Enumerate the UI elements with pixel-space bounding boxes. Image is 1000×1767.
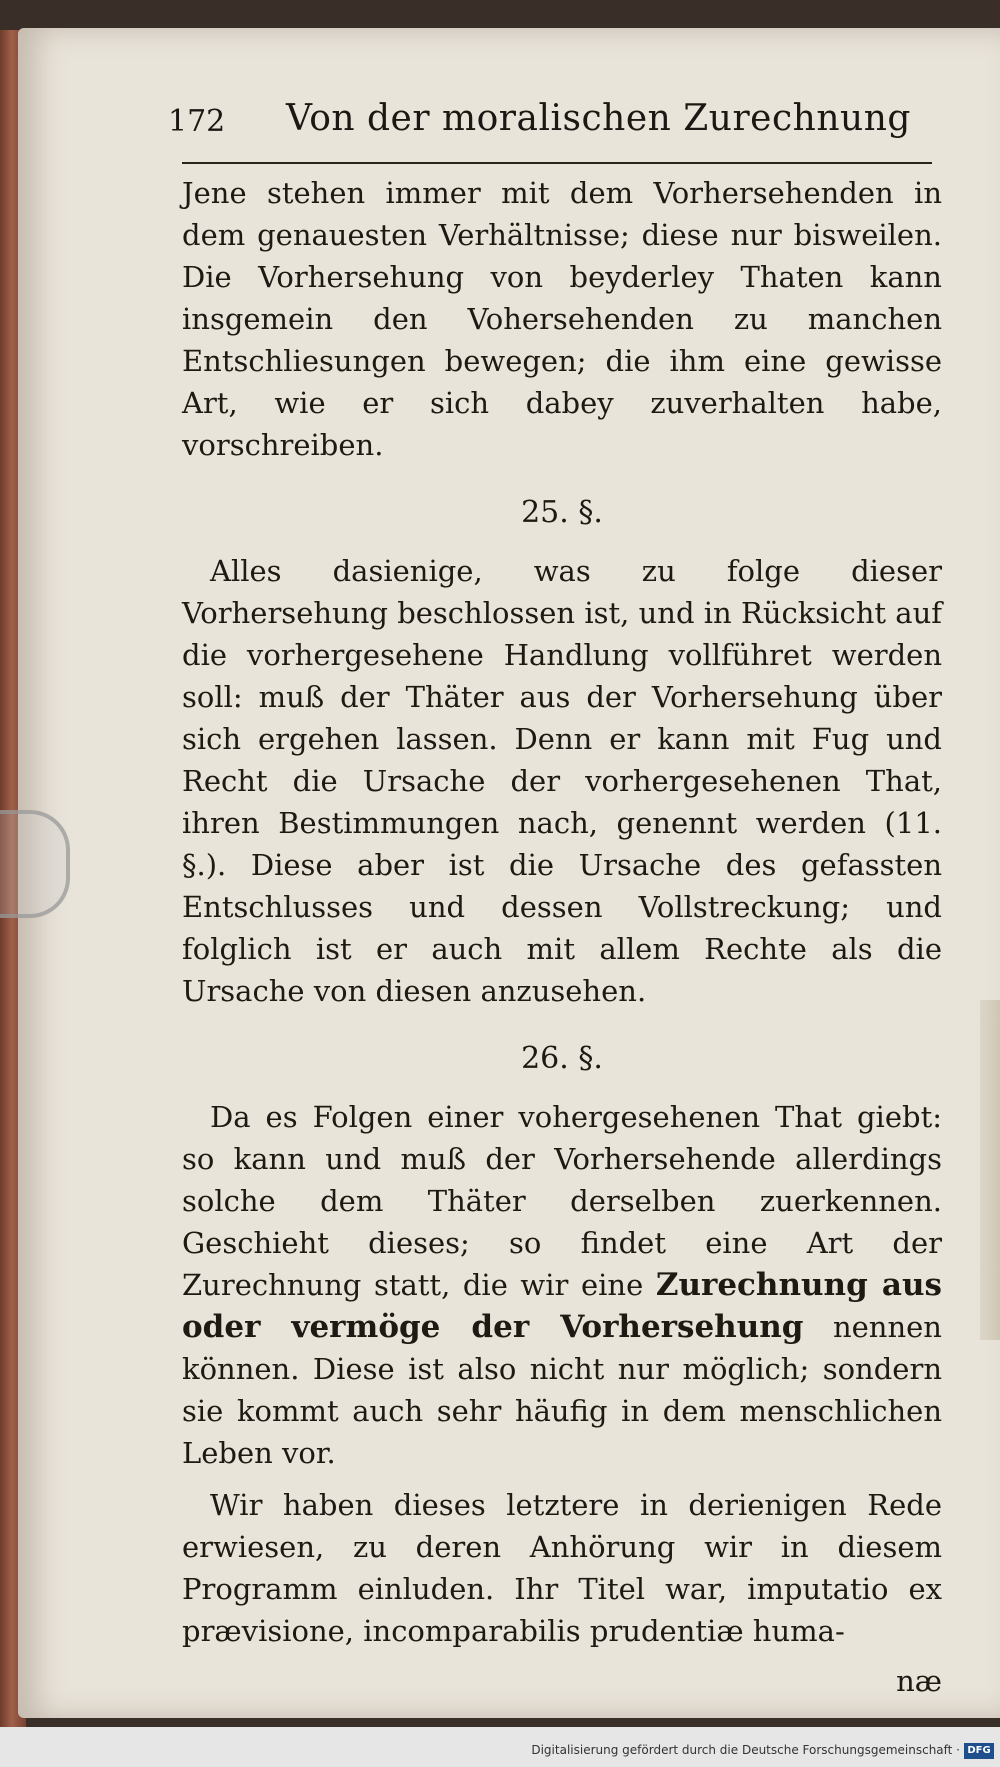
emphasized-term: Zurechnung aus oder vermöge der Vorhersehung — [182, 1267, 942, 1345]
paragraph-3-text-a: Da es Folgen einer vohergesehenen That giebt: so kann und muß der Vorhersehende allerdings solche dem Thäter derselben zuerkennen. Geschieht dieses; so findet eine Art der Zurechnung statt, die wir eine — [182, 1100, 942, 1302]
paragraph-3-text-b: nennen können. Diese ist also nicht nur möglich; sondern sie kommt auch sehr häufig in dem menschlichen Leben vor. — [182, 1310, 942, 1470]
section-heading-26: 26. §. — [521, 1041, 603, 1076]
dfg-logo: DFG — [964, 1743, 994, 1759]
paragraph-1: Jene stehen immer mit dem Vorhersehenden in dem genauesten Verhältnisse; diese nur bisweilen. Die Vorhersehung von beyderley Thaten kann insgemein den Vohersehenden zu manchen Entschliesungen bewegen; die ihm eine gewisse Art, wie er sich dabey zuverhalten habe, vorschreiben. — [182, 176, 942, 462]
section-heading-25: 25. §. — [521, 495, 603, 530]
paragraph-4: Wir haben dieses letztere in derienigen Rede erwiesen, zu deren Anhörung wir in diesem Programm einluden. Ihr Titel war, imputatio ex prævisione, incomparabilis prudentiæ huma- — [182, 1488, 942, 1648]
page-clip — [0, 810, 70, 918]
catchword: næ — [896, 1664, 942, 1698]
running-title: Von der moralischen Zurechnung — [286, 98, 911, 139]
page-header — [168, 88, 948, 148]
adjacent-page-edge — [980, 1000, 1000, 1340]
header-rule — [182, 162, 932, 164]
digitization-credit: Digitalisierung gefördert durch die Deutsche Forschungsgemeinschaft · — [531, 1743, 960, 1757]
paragraph-3 — [182, 1096, 942, 1474]
page-number: 172 — [168, 104, 226, 139]
paragraph-2: Alles dasienige, was zu folge dieser Vorhersehung beschlossen ist, und in Rücksicht auf die vorhergesehene Handlung vollführet werden soll: muß der Thäter aus der Vorhersehung über sich ergehen lassen. Denn er kann mit Fug und Recht die Ursache der vorhergesehenen That, ihren Bestimmungen nach, genennt werden (11. §.). Diese aber ist die Ursache des gefassten Entschlusses und dessen Vollstreckung; und folglich ist er auch mit allem Rechte als die Ursache von diesen anzusehen. — [182, 554, 942, 1008]
page-text — [182, 172, 942, 1702]
footer-bar — [0, 1727, 1000, 1767]
